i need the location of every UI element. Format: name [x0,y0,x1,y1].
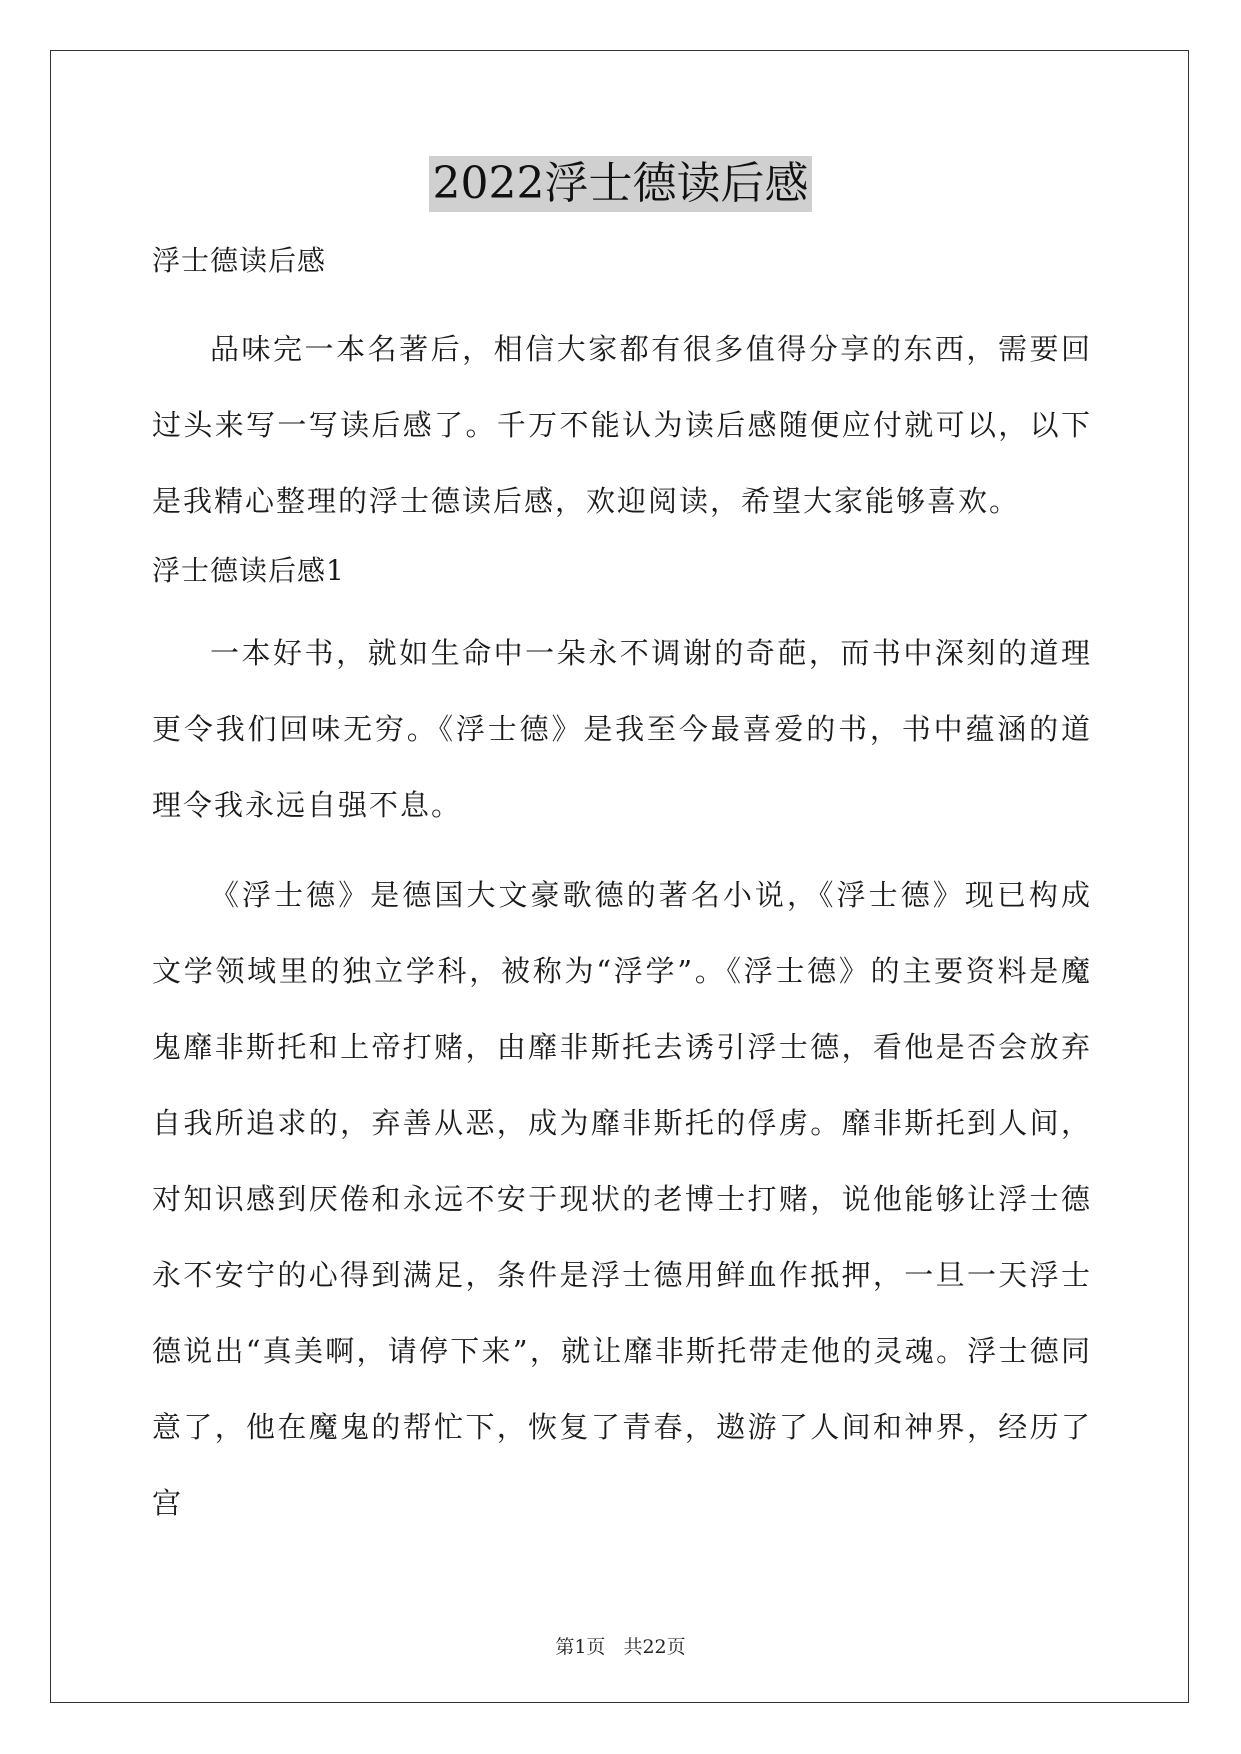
page-number-current: 第1页 [555,1636,606,1658]
intro-heading: 浮士德读后感 [152,244,327,277]
body-paragraph: 一本好书，就如生命中一朵永不调谢的奇葩，而书中深刻的道理更令我们回味无穷。《浮士德》是我至今最喜爱的书，书中蕴涵的道理令我永远自强不息。 [152,636,1092,822]
page-number-total: 共22页 [623,1636,686,1658]
title-container [0,156,1241,212]
body-paragraph: 《浮士德》是德国大文豪歌德的著名小说，《浮士德》现已构成文学领域里的独立学科，被称为“浮学”。《浮士德》的主要资料是魔鬼靡非斯托和上帝打赌，由靡非斯托去诱引浮士德，看他是否会放弃自我所追求的，弃善从恶，成为靡非斯托的俘虏。靡非斯托到人间，对知识感到厌倦和永远不安于现状的老博士打赌，说他能够让浮士德永不安宁的心得到满足，条件是浮士德用鲜血作抵押，一旦一天浮士德说出“真美啊，请停下来”，就让靡非斯托带走他的灵魂。浮士德同意了，他在魔鬼的帮忙下，恢复了青春，遨游了人间和神界，经历了宫 [152,878,1092,1520]
document-body [152,235,1092,1547]
document-title: 2022浮士德读后感 [429,156,813,212]
intro-paragraph: 品味完一本名著后，相信大家都有很多值得分享的东西，需要回过头来写一写读后感了。千万不能认为读后感随便应付就可以，以下是我精心整理的浮士德读后感，欢迎阅读，希望大家能够喜欢。 [152,332,1092,518]
section-heading: 浮士德读后感1 [152,554,345,587]
page-footer [0,1632,1241,1659]
